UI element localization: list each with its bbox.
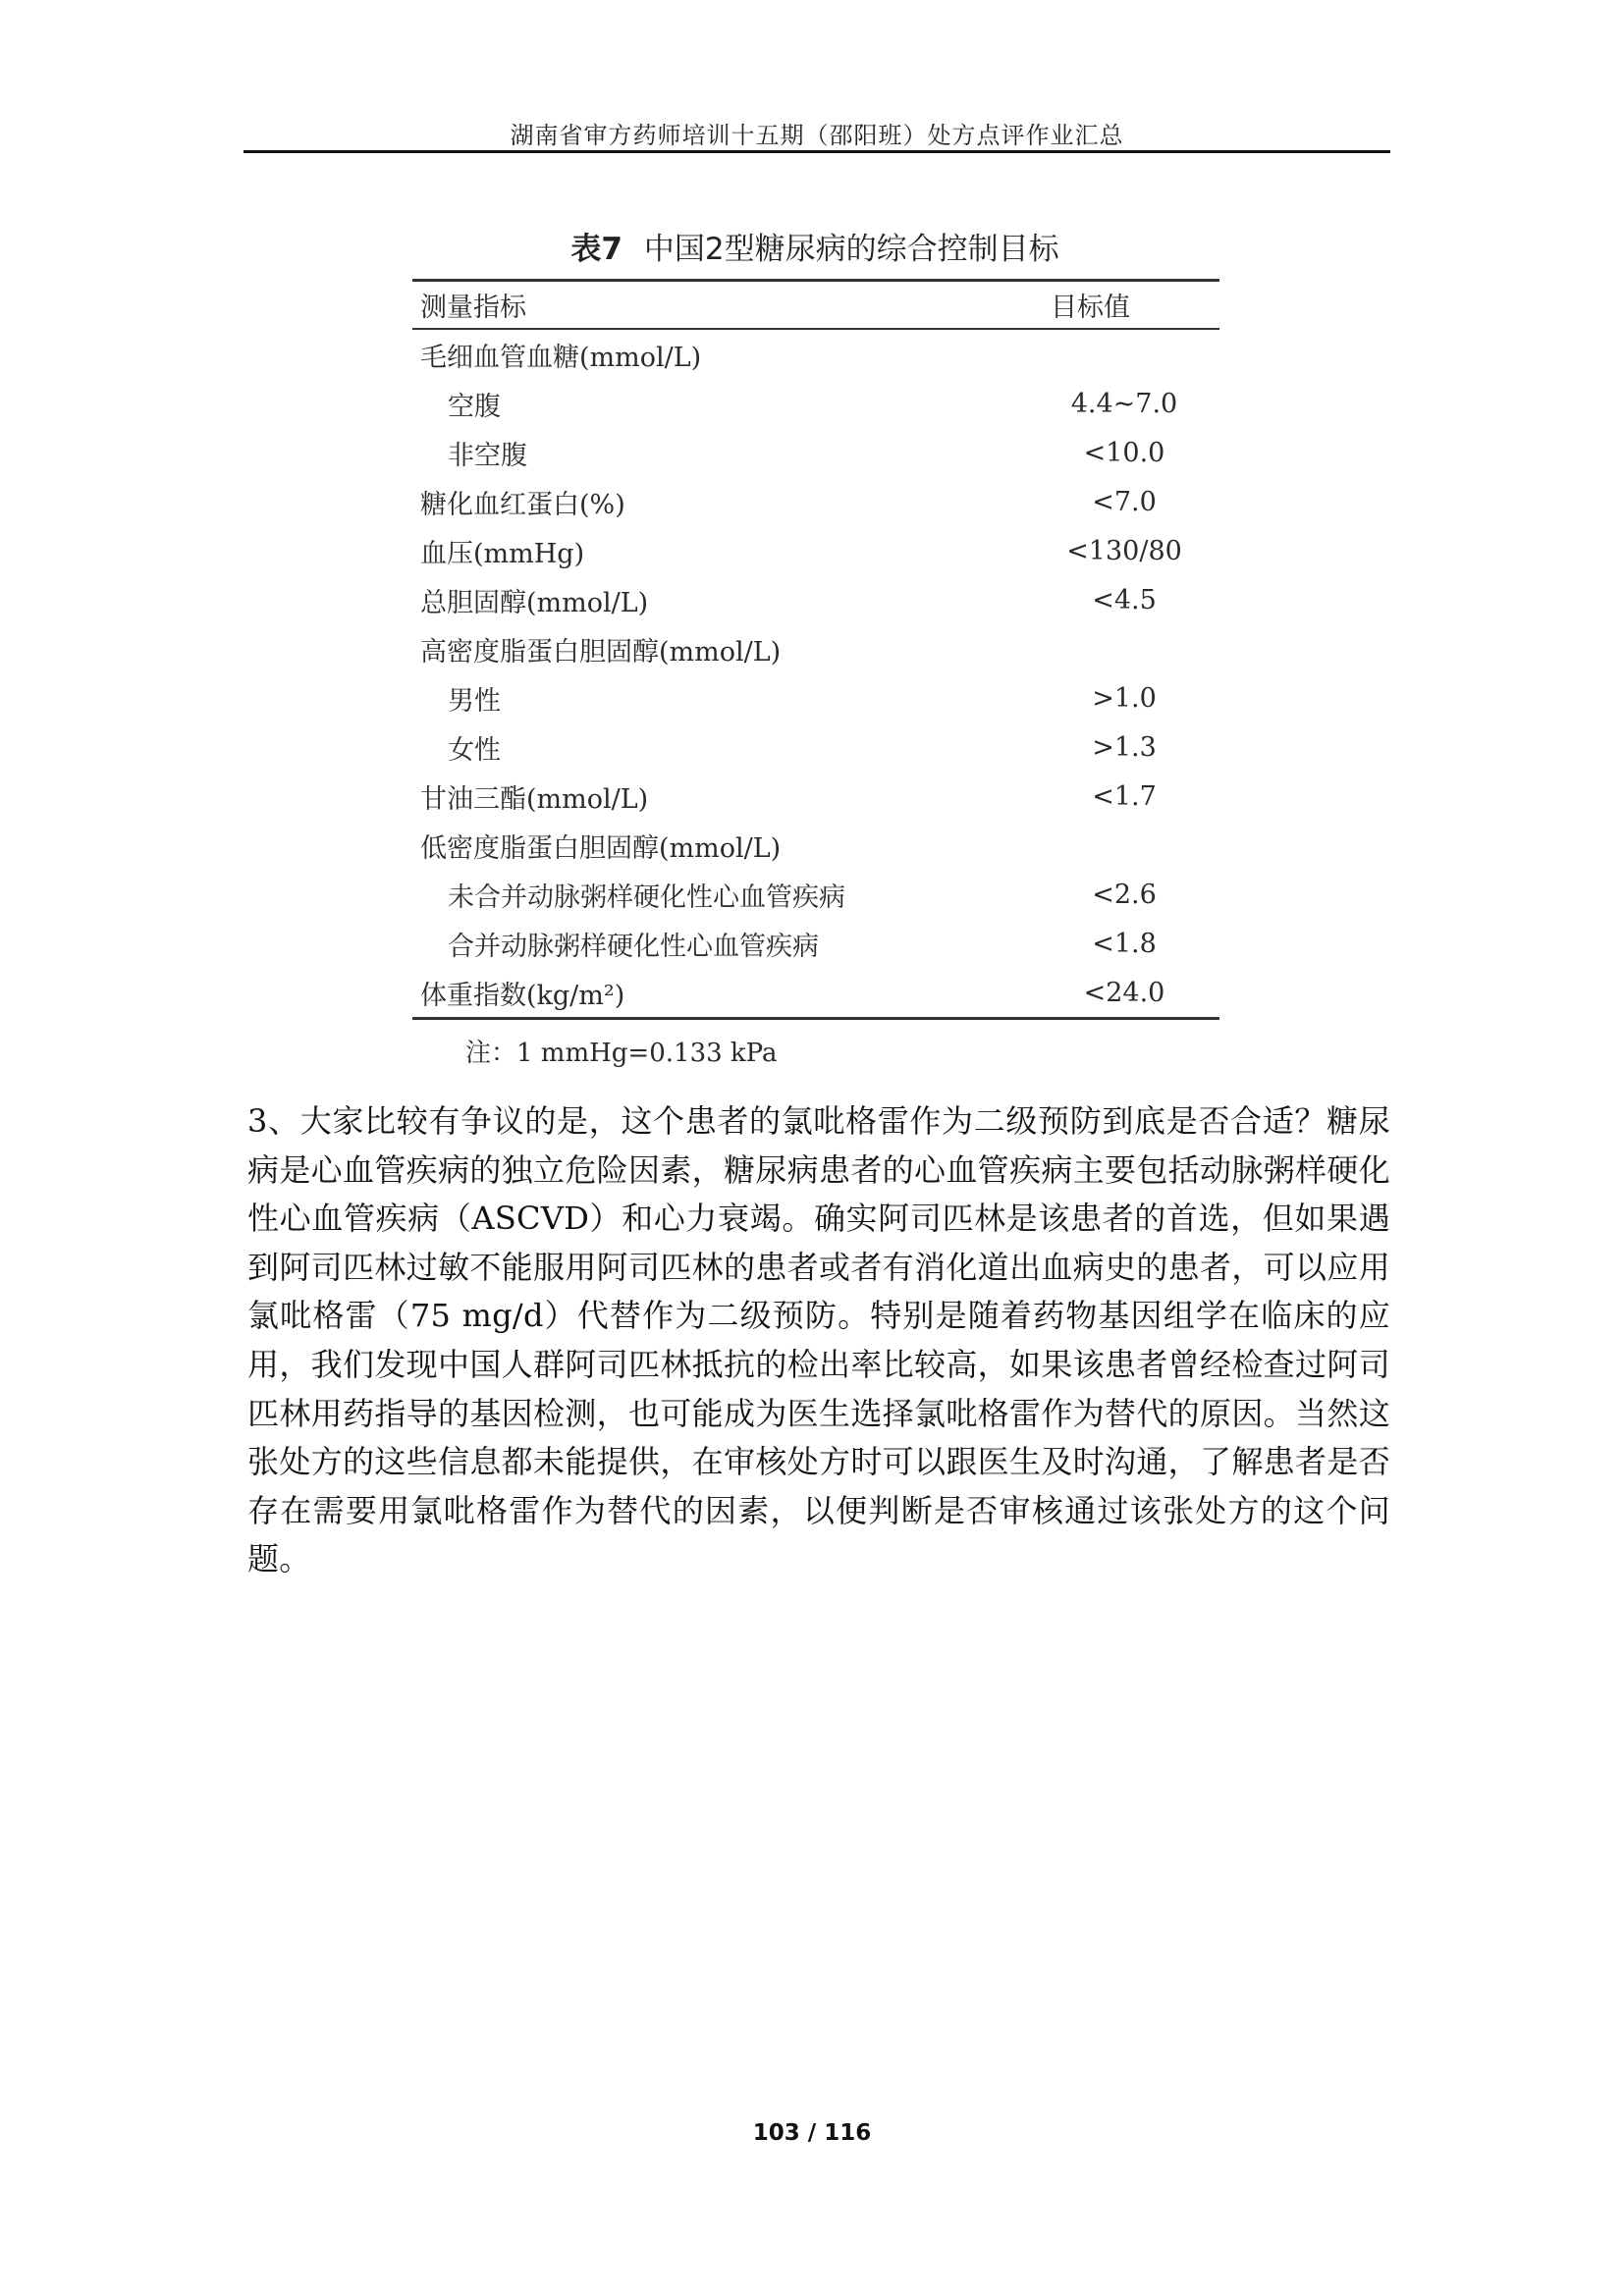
table-row xyxy=(412,919,1219,968)
indicator-cell: 体重指数(kg/m²) xyxy=(420,980,625,1011)
table-row xyxy=(412,575,1219,624)
indicator-cell: 总胆固醇(mmol/L) xyxy=(420,587,649,618)
target-value-cell: 4.4~7.0 xyxy=(1070,388,1178,419)
table-header-row xyxy=(412,281,1219,330)
indicator-cell: 毛细血管血糖(mmol/L) xyxy=(420,342,702,373)
indicator-cell: 未合并动脉粥样硬化性心血管疾病 xyxy=(448,881,845,913)
target-value-cell xyxy=(1051,624,1219,673)
indicator-cell: 糖化血红蛋白(%) xyxy=(420,489,625,520)
target-value-cell: >1.0 xyxy=(1092,682,1157,714)
target-value-cell: <10.0 xyxy=(1083,437,1165,468)
indicator-cell: 合并动脉粥样硬化性心血管疾病 xyxy=(448,931,819,962)
target-value-cell xyxy=(1051,329,1219,379)
indicator-cell: 空腹 xyxy=(448,391,501,422)
table-row xyxy=(412,772,1219,821)
table-row xyxy=(412,477,1219,526)
indicator-cell: 非空腹 xyxy=(448,440,527,471)
control-targets-table xyxy=(412,279,1219,1020)
table-row xyxy=(412,673,1219,722)
table-body xyxy=(412,329,1219,1019)
target-value-cell: <1.8 xyxy=(1092,928,1157,959)
header-rule xyxy=(244,150,1390,153)
target-value-cell: <7.0 xyxy=(1092,486,1157,517)
target-value-cell: >1.3 xyxy=(1092,731,1157,763)
table-row xyxy=(412,722,1219,772)
indicator-cell: 低密度脂蛋白胆固醇(mmol/L) xyxy=(420,832,782,864)
table-number: 表7 xyxy=(570,232,623,267)
table-row xyxy=(412,329,1219,379)
page-number: 103 / 116 xyxy=(752,2120,872,2146)
table-row xyxy=(412,624,1219,673)
table-note: 注：1 mmHg=0.133 kPa xyxy=(465,1039,778,1068)
body-paragraph: 3、大家比较有争议的是，这个患者的氯吡格雷作为二级预防到底是否合适？糖尿病是心血管疾病的独立危险因素，糖尿病患者的心血管疾病主要包括动脉粥样硬化性心血管疾病（ASCVD）和心力衰竭。确实阿司匹林是该患者的首选，但如果遇到阿司匹林过敏不能服用阿司匹林的患者或者有消化道出血病史的患者，可以应用氯吡格雷（75 mg/d）代替作为二级预防。特别是随着药物基因组学在临床的应用，我们发现中国人群阿司匹林抵抗的检出率比较高，如果该患者曾经检查过阿司匹林用药指导的基因检测，也可能成为医生选择氯吡格雷作为替代的原因。当然这张处方的这些信息都未能提供，在审核处方时可以跟医生及时沟通，了解患者是否存在需要用氯吡格雷作为替代的因素，以便判断是否审核通过该张处方的这个问题。 xyxy=(247,1102,1390,1578)
indicator-cell: 女性 xyxy=(448,734,501,766)
target-value-cell: <130/80 xyxy=(1066,535,1182,566)
indicator-cell: 男性 xyxy=(448,685,501,717)
indicator-cell: 血压(mmHg) xyxy=(420,538,585,569)
target-value-cell: <4.5 xyxy=(1092,584,1157,615)
table-row xyxy=(412,821,1219,870)
indicator-cell: 甘油三酯(mmol/L) xyxy=(420,783,649,815)
running-header: 湖南省审方药师培训十五期（邵阳班）处方点评作业汇总 xyxy=(510,122,1124,149)
table-row xyxy=(412,870,1219,919)
target-value-cell: <1.7 xyxy=(1092,780,1157,812)
table-row xyxy=(412,379,1219,428)
column-header-value: 目标值 xyxy=(1051,293,1130,323)
target-value-cell xyxy=(1051,821,1219,870)
table-row xyxy=(412,428,1219,477)
table-row xyxy=(412,968,1219,1019)
table-caption: 中国2型糖尿病的综合控制目标 xyxy=(643,232,1059,267)
target-value-cell: <24.0 xyxy=(1083,977,1165,1008)
indicator-cell: 高密度脂蛋白胆固醇(mmol/L) xyxy=(420,636,782,667)
table-row xyxy=(412,526,1219,575)
table-title xyxy=(412,224,1218,268)
target-value-cell: <2.6 xyxy=(1092,879,1157,910)
column-header-indicator: 测量指标 xyxy=(420,293,526,323)
